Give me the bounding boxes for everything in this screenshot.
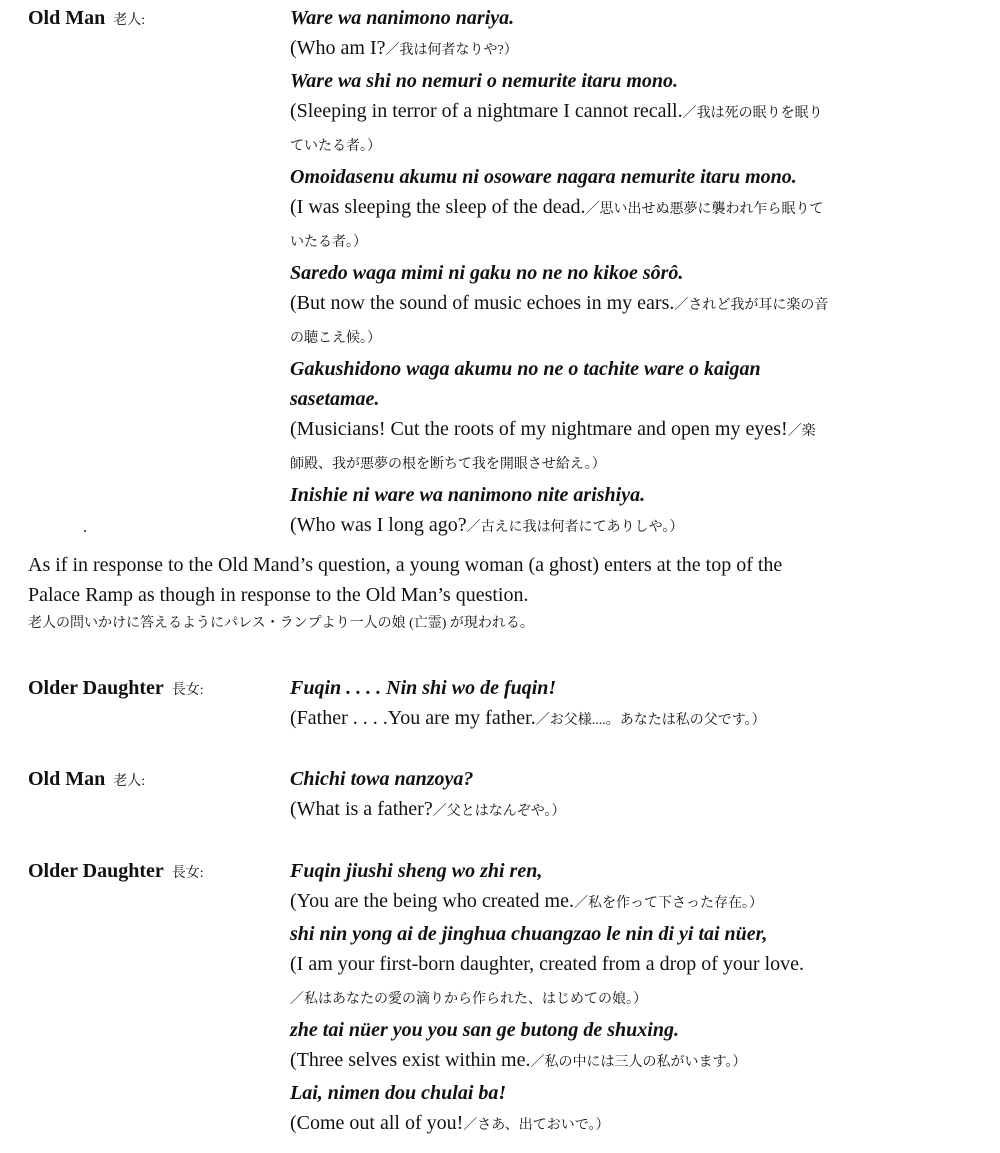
translation-jp: の聴こえ候。） [290, 331, 381, 346]
speaker-name [28, 673, 204, 706]
translation-jp: ていたる者。） [290, 139, 381, 154]
speaker-name-jp: 老人: [113, 774, 146, 789]
romanized-line: Omoidasenu akumu ni osoware nagara nemurite itaru mono. [290, 166, 797, 188]
translation-jp: ／さあ、出ておいで。） [463, 1118, 610, 1133]
translation-line [290, 794, 950, 827]
translation-jp: ／お父様....。あなたは私の父です。） [535, 713, 766, 728]
romanized-line: Fuqin . . . . Nin shi wo de fuqin! [290, 677, 557, 699]
translation-en: (But now the sound of music echoes in my ears. [290, 292, 675, 314]
romanized-line: Gakushidono waga akumu no ne o tachite ware o kaigan [290, 358, 761, 380]
translation-jp: 師殿、我が悪夢の根を断ちて我を開眼させ給え。） [290, 457, 606, 472]
romanized-line: Fuqin jiushi sheng wo zhi ren, [290, 860, 543, 882]
speaker-name [28, 3, 145, 36]
romanized-line: Inishie ni ware wa nanimono nite arishiya. [290, 484, 646, 506]
romanized-line: Ware wa shi no nemuri o nemurite itaru mono. [290, 70, 679, 92]
translation-line [290, 510, 950, 543]
translation-en: (Who am I? [290, 37, 386, 59]
translation-en: (What is a father? [290, 798, 433, 820]
romanized-line: Saredo waga mimi ni gaku no ne no kikoe sôrô. [290, 262, 684, 284]
speaker-name-en: Old Man [28, 7, 106, 29]
translation-en: (I was sleeping the sleep of the dead. [290, 196, 586, 218]
speaker-name [28, 764, 145, 797]
romanized-line: Lai, nimen dou chulai ba! [290, 1082, 507, 1104]
stage-direction [28, 550, 958, 638]
speaker-name-jp: 老人: [113, 13, 146, 28]
translation-jp: ／我は死の眠りを眠り [682, 106, 823, 121]
translation-line [290, 225, 950, 258]
translation-line [290, 96, 950, 129]
stage-direction-line: Palace Ramp as though in response to the Old Man’s question. [28, 584, 529, 606]
translation-line [290, 33, 950, 66]
translation-line [290, 129, 950, 162]
romanized-line: zhe tai nüer you you san ge butong de shuxing. [290, 1019, 679, 1041]
translation-en: (Who was I long ago? [290, 514, 467, 536]
speaker-name-jp: 長女: [171, 683, 204, 698]
romanized-line: shi nin yong ai de jinghua chuangzao le nin di yi tai nüer, [290, 923, 768, 945]
dialogue-lines [290, 3, 950, 543]
dialogue-lines [290, 673, 950, 736]
translation-line [290, 982, 950, 1015]
translation-line [290, 321, 950, 354]
translation-line [290, 447, 950, 480]
translation-jp: ／古えに我は何者にてありしや。） [466, 520, 684, 535]
romanized-line: Ware wa nanimono nariya. [290, 7, 515, 29]
translation-en: (Father . . . .You are my father. [290, 707, 536, 729]
translation-en: (Three selves exist within me. [290, 1049, 531, 1071]
translation-en: (I am your first-born daughter, created from a drop of your love. [290, 953, 805, 975]
translation-jp: ／楽 [787, 424, 816, 439]
translation-line [290, 886, 950, 919]
translation-line [290, 192, 950, 225]
dialogue-lines [290, 856, 950, 1141]
translation-line [290, 949, 950, 982]
translation-jp: ／我は何者なりや?） [385, 43, 518, 58]
speaker-name-en: Older Daughter [28, 860, 164, 882]
translation-line [290, 1108, 950, 1141]
speaker-name [28, 856, 204, 889]
speaker-name-en: Old Man [28, 768, 106, 790]
translation-line [290, 703, 950, 736]
speaker-name-en: Older Daughter [28, 677, 164, 699]
translation-en: (Musicians! Cut the roots of my nightmare and open my eyes! [290, 418, 788, 440]
translation-line [290, 414, 950, 447]
speaker-name-jp: 長女: [171, 866, 204, 881]
translation-en: (Come out all of you! [290, 1112, 464, 1134]
translation-jp: ／私の中には三人の私がいます。） [530, 1055, 747, 1070]
translation-line [290, 1045, 950, 1078]
romanized-line: sasetamae. [290, 388, 380, 410]
translation-jp: ／私を作って下さった存在。） [573, 896, 763, 911]
translation-jp: いたる者。） [290, 235, 367, 250]
translation-en: (Sleeping in terror of a nightmare I cannot recall. [290, 100, 683, 122]
romanized-line: Chichi towa nanzoya? [290, 768, 474, 790]
translation-jp: ／私はあなたの愛の滴りから作られた、はじめての娘。） [290, 992, 647, 1007]
stage-direction-line: As if in response to the Old Mand’s question, a young woman (a ghost) enters at the top of the [28, 554, 783, 576]
translation-line [290, 288, 950, 321]
translation-en: (You are the being who created me. [290, 890, 574, 912]
translation-jp: ／されど我が耳に楽の音 [674, 298, 829, 313]
dialogue-lines [290, 764, 950, 827]
stray-mark [84, 530, 86, 532]
translation-jp: ／思い出せぬ悪夢に襲われ乍ら眠りて [585, 202, 824, 217]
stage-direction-jp: 老人の問いかけに答えるようにパレス・ランプより一人の娘 (亡霊) が現われる。 [28, 616, 534, 631]
translation-jp: ／父とはなんぞや。） [432, 804, 566, 819]
